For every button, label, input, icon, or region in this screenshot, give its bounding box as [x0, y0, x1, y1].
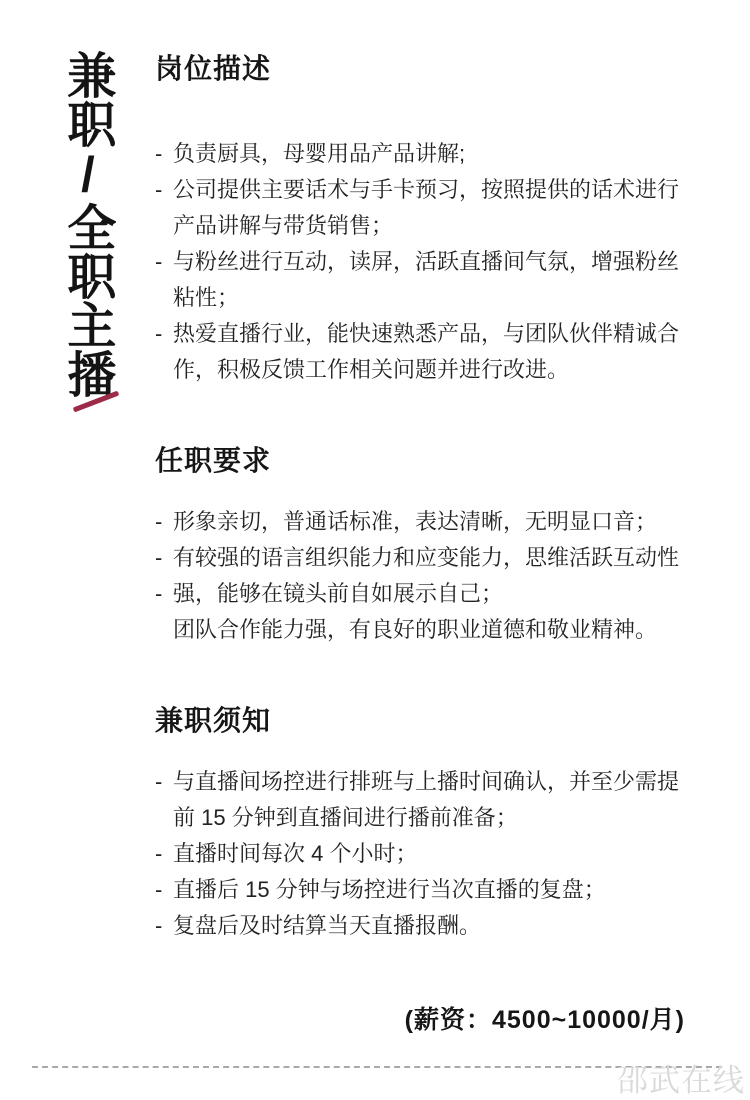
section-heading: 岗位描述: [155, 53, 272, 84]
list-item: [155, 540, 685, 576]
dash-bullet: -: [155, 509, 163, 534]
list-item-text: 负责厨具，母婴用品产品讲解;: [173, 141, 466, 166]
list-item: [155, 836, 685, 872]
list-item-text: 形象亲切，普通话标准，表达清晰，无明显口音；: [173, 509, 658, 534]
dash-bullet: -: [155, 141, 163, 166]
dash-bullet: -: [155, 545, 163, 570]
list-item-text: 公司提供主要话术与手卡预习，按照提供的话术进行产品讲解与带货销售；: [173, 177, 680, 238]
section-parttime-notes: [155, 704, 685, 944]
section-heading: 兼职须知: [155, 705, 272, 736]
list-item-text: 直播时间每次 4 个小时；: [173, 841, 418, 866]
list-item: [155, 576, 685, 612]
dash-bullet: -: [155, 249, 163, 274]
watermark-text: 邵武在线: [617, 1063, 745, 1098]
dash-bullet: -: [155, 581, 163, 606]
section-heading: 任职要求: [155, 445, 272, 476]
list-item-text: 有较强的语言组织能力和应变能力，思维活跃互动性: [173, 545, 680, 570]
vertical-job-title: 兼职/全职主播: [60, 50, 115, 398]
list-item-text: 团队合作能力强，有良好的职业道德和敬业精神。: [173, 617, 658, 642]
list-item: [155, 612, 685, 648]
list-item: [155, 908, 685, 944]
dash-bullet: -: [155, 913, 163, 938]
list-item: [155, 764, 685, 836]
list-item: [155, 316, 685, 388]
dash-bullet: -: [155, 841, 163, 866]
list-item-text: 强，能够在镜头前自如展示自己；: [173, 581, 504, 606]
list-item-text: 与粉丝进行互动，读屏，活跃直播间气氛，增强粉丝粘性；: [173, 249, 680, 310]
content-column: [155, 52, 685, 1036]
salary-note: (薪资：4500~10000/月): [404, 1006, 685, 1034]
list-item: [155, 872, 685, 908]
dash-bullet: -: [155, 769, 163, 794]
list-item: [155, 136, 685, 172]
list-item-text: 与直播间场控进行排班与上播时间确认，并至少需提前 15 分钟到直播间进行播前准备；: [173, 769, 680, 830]
section-job-requirements: [155, 444, 685, 648]
list-item-text: 热爱直播行业，能快速熟悉产品，与团队伙伴精诚合作，积极反馈工作相关问题并进行改进。: [173, 321, 680, 382]
list-item: [155, 172, 685, 244]
section-job-description: [155, 52, 685, 388]
list-item: [155, 504, 685, 540]
dash-bullet: -: [155, 321, 163, 346]
list-item: [155, 244, 685, 316]
list-item-text: 直播后 15 分钟与场控进行当次直播的复盘；: [173, 877, 606, 902]
dash-bullet: -: [155, 177, 163, 202]
dash-bullet: -: [155, 877, 163, 902]
list-item-text: 复盘后及时结算当天直播报酬。: [173, 913, 482, 938]
